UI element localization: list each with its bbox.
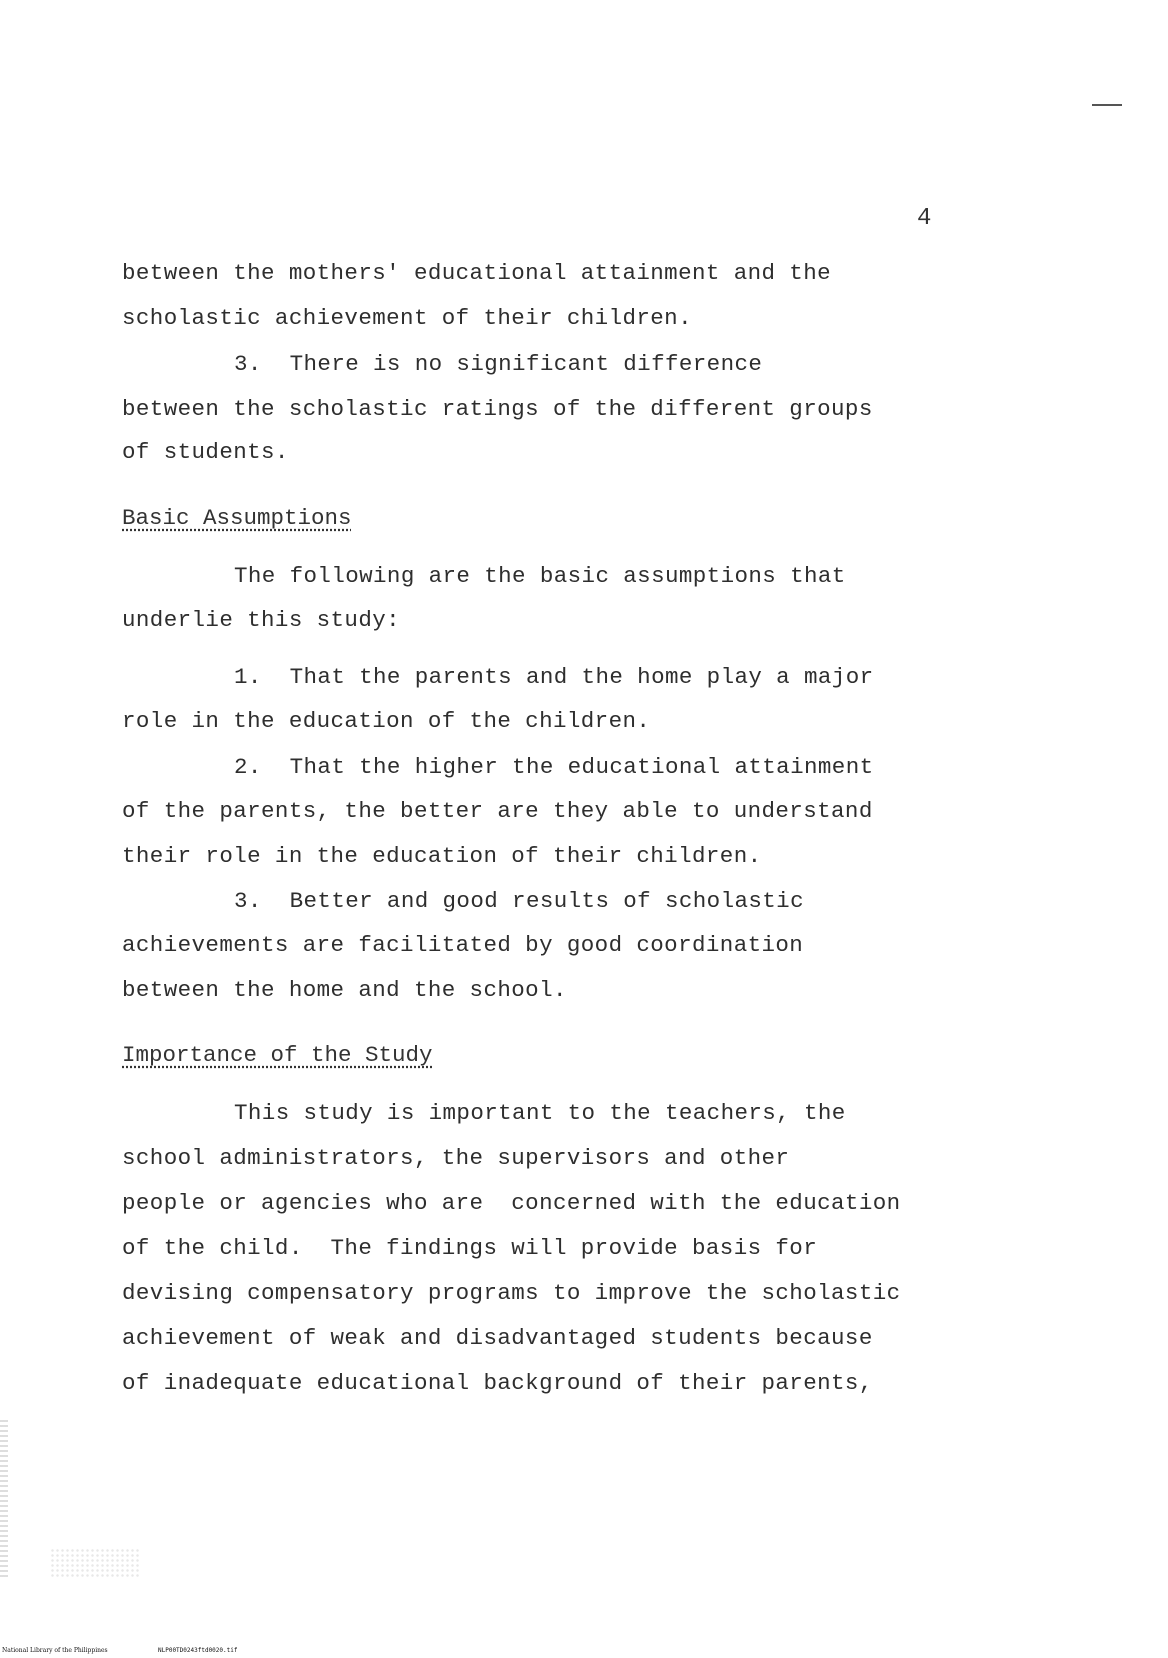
list-item-line: 1. That the parents and the home play a major (234, 664, 874, 690)
list-item-line: of the parents, the better are they able to understand (122, 798, 873, 824)
text-line: This study is important to the teachers, the (234, 1100, 846, 1126)
scan-noise (50, 1548, 140, 1578)
text-line: 3. There is no significant difference (234, 351, 763, 377)
list-item-line: between the home and the school. (122, 977, 567, 1003)
list-item-line: role in the education of the children. (122, 708, 651, 734)
text-line: between the mothers' educational attainment and the (122, 260, 832, 286)
text-line: of students. (122, 439, 289, 465)
corner-mark (1092, 104, 1122, 106)
text-line: devising compensatory programs to improve the scholastic (122, 1280, 901, 1306)
text-line: between the scholastic ratings of the different groups (122, 396, 873, 422)
list-item-line: 2. That the higher the educational attainment (234, 754, 874, 780)
text-line: The following are the basic assumptions that (234, 563, 846, 589)
list-item-line: 3. Better and good results of scholastic (234, 888, 804, 914)
text-line: school administrators, the supervisors and other (122, 1145, 790, 1171)
text-line: underlie this study: (122, 607, 401, 633)
list-item-line: achievements are facilitated by good coordination (122, 932, 804, 958)
page-number: 4 (917, 205, 932, 232)
text-line: people or agencies who are concerned with the education (122, 1190, 901, 1216)
text-line: achievement of weak and disadvantaged students because (122, 1325, 873, 1351)
text-line: of inadequate educational background of their parents, (122, 1370, 873, 1396)
list-item-line: their role in the education of their children. (122, 843, 762, 869)
footer-library: National Library of the Philippines (2, 1647, 108, 1654)
section-heading-basic-assumptions: Basic Assumptions (122, 505, 352, 531)
text-line: of the child. The findings will provide basis for (122, 1235, 818, 1261)
text-line: scholastic achievement of their children. (122, 305, 692, 331)
scan-edge-noise (0, 1420, 8, 1580)
section-heading-importance: Importance of the Study (122, 1042, 433, 1068)
footer-filename: NLP00TD0243ftd0020.tif (158, 1647, 238, 1654)
